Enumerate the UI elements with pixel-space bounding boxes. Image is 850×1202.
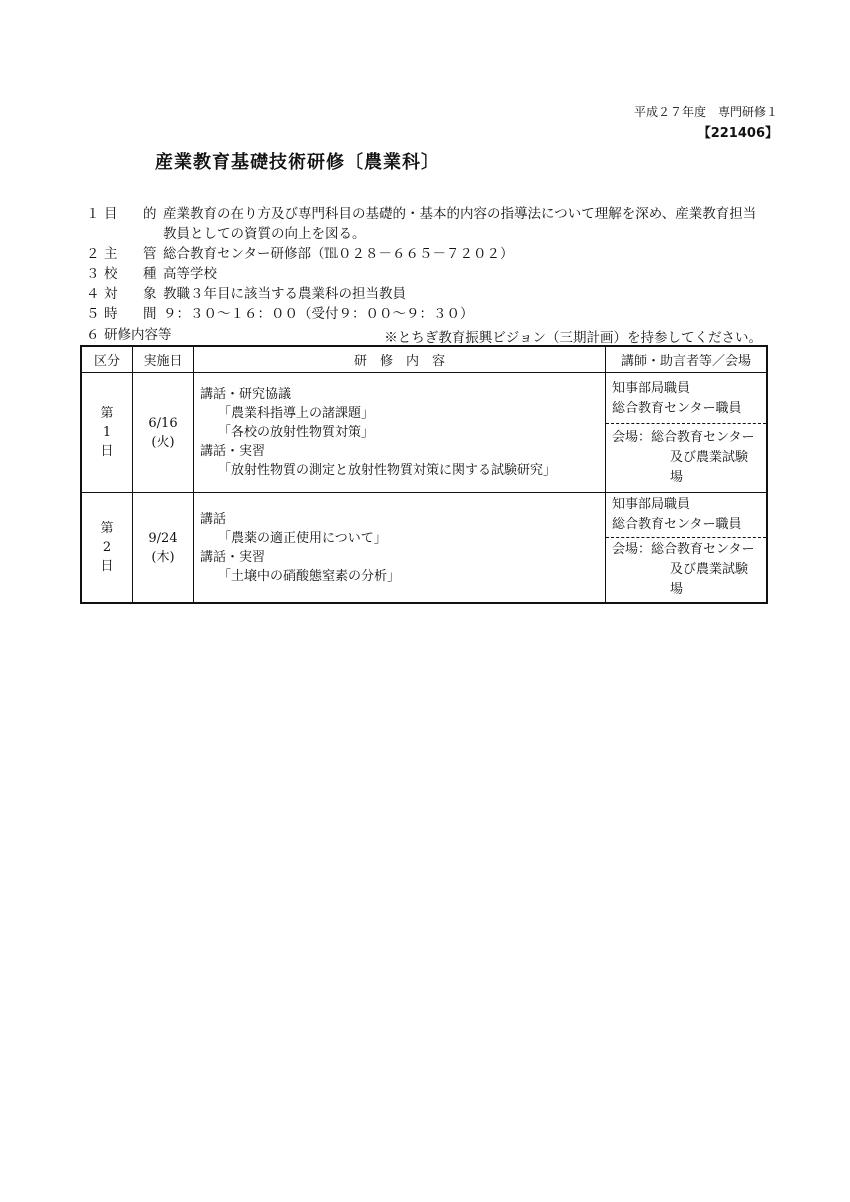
item-number: ３ <box>86 266 100 282</box>
date-cell <box>133 493 194 604</box>
venue-line: 及び農業試験場 <box>670 562 749 597</box>
date-value: 9/24 <box>148 530 178 546</box>
item-label: 研修内容等 <box>104 327 172 343</box>
venue-line: 会場：総合教育センター <box>612 430 755 445</box>
content-line: 「放射性物質の測定と放射性物質対策に関する試験研究」 <box>218 463 557 478</box>
table-row <box>81 493 767 604</box>
item-label: 時 間 <box>104 306 163 322</box>
item-label: 対 象 <box>104 286 163 302</box>
weekday: (火) <box>151 434 175 450</box>
table-header-row <box>81 346 767 373</box>
lecturer: 知事部局職員 <box>612 381 691 396</box>
content-line: 「各校の放射性物質対策」 <box>218 425 375 440</box>
bring-note: ※とちぎ教育振興ビジョン（三期計画）を持参してください。 <box>384 330 762 346</box>
item-number: ５ <box>86 306 100 322</box>
content-cell <box>194 373 606 493</box>
page-title: 産業教育基礎技術研修〔農業科〕 <box>155 152 440 173</box>
item-purpose <box>86 205 164 224</box>
content-line: 講話 <box>200 511 227 527</box>
fiscal-year-label: 平成２７年度 専門研修１ <box>633 105 778 119</box>
content-line: 講話・実習 <box>200 444 266 459</box>
item-purpose-text <box>163 204 778 244</box>
content-line: 「農業科指導上の諸課題」 <box>218 406 375 421</box>
item-time-text: ９：３０～１６：００（受付９：００～９：３０） <box>163 306 474 322</box>
item-target <box>86 285 164 304</box>
header-lecturer: 講師・助言者等／会場 <box>606 346 768 373</box>
day-number: 1 <box>102 425 112 440</box>
table-row <box>81 373 767 493</box>
date-value: 6/16 <box>148 415 178 431</box>
venue <box>606 424 766 492</box>
weekday: (木) <box>151 549 175 565</box>
header-content: 研 修 内 容 <box>194 346 606 373</box>
item-label: 主 管 <box>104 246 163 262</box>
item-organizer-text: 総合教育センター研修部（℡０２８－６６５－７２０２） <box>163 246 514 262</box>
content-line: 講話・研究協議 <box>200 387 292 402</box>
day-cell <box>81 493 133 604</box>
day-cell <box>81 373 133 493</box>
date-cell <box>133 373 194 493</box>
day-char: 第 <box>100 406 114 421</box>
lecturer: 総合教育センター職員 <box>612 401 742 416</box>
item-number: ６ <box>86 327 100 343</box>
venue-line: 会場：総合教育センター <box>612 542 755 557</box>
header-date: 実施日 <box>133 346 194 373</box>
course-code: 【221406】 <box>697 126 778 141</box>
day-char: 日 <box>100 559 114 574</box>
header-kubun: 区分 <box>81 346 133 373</box>
item-label: 校 種 <box>104 266 163 282</box>
day-char: 第 <box>100 521 114 536</box>
venue-line: 及び農業試験場 <box>670 450 749 485</box>
item-number: ４ <box>86 286 100 302</box>
lecturer-cell <box>606 493 768 604</box>
item-time <box>86 305 164 324</box>
item-number: １ <box>86 206 100 222</box>
lecturer-list <box>606 493 766 538</box>
lecturer-cell <box>606 373 768 493</box>
lecturer: 知事部局職員 <box>612 497 691 512</box>
lecturer-list <box>606 373 766 424</box>
lecturer: 総合教育センター職員 <box>612 517 742 532</box>
item-label: 目 的 <box>104 206 163 222</box>
day-number: 2 <box>102 540 112 555</box>
item-contents <box>86 326 172 345</box>
item-text-cont: 教員としての資質の向上を図る。 <box>163 226 366 242</box>
item-organizer <box>86 245 164 264</box>
item-number: ２ <box>86 246 100 262</box>
content-line: 「農薬の適正使用について」 <box>218 530 387 546</box>
schedule-table <box>80 345 768 604</box>
content-line: 講話・実習 <box>200 549 266 565</box>
content-line: 「土壌中の硝酸態窒素の分析」 <box>218 568 401 584</box>
day-char: 日 <box>100 444 114 459</box>
item-school-type <box>86 265 164 284</box>
item-text: 産業教育の在り方及び専門科目の基礎的・基本的内容の指導法について理解を深め、産業教育担当 <box>163 206 757 222</box>
item-target-text: 教職３年目に該当する農業科の担当教員 <box>163 286 406 302</box>
item-school-type-text: 高等学校 <box>163 266 217 282</box>
venue <box>606 538 766 602</box>
content-cell <box>194 493 606 604</box>
